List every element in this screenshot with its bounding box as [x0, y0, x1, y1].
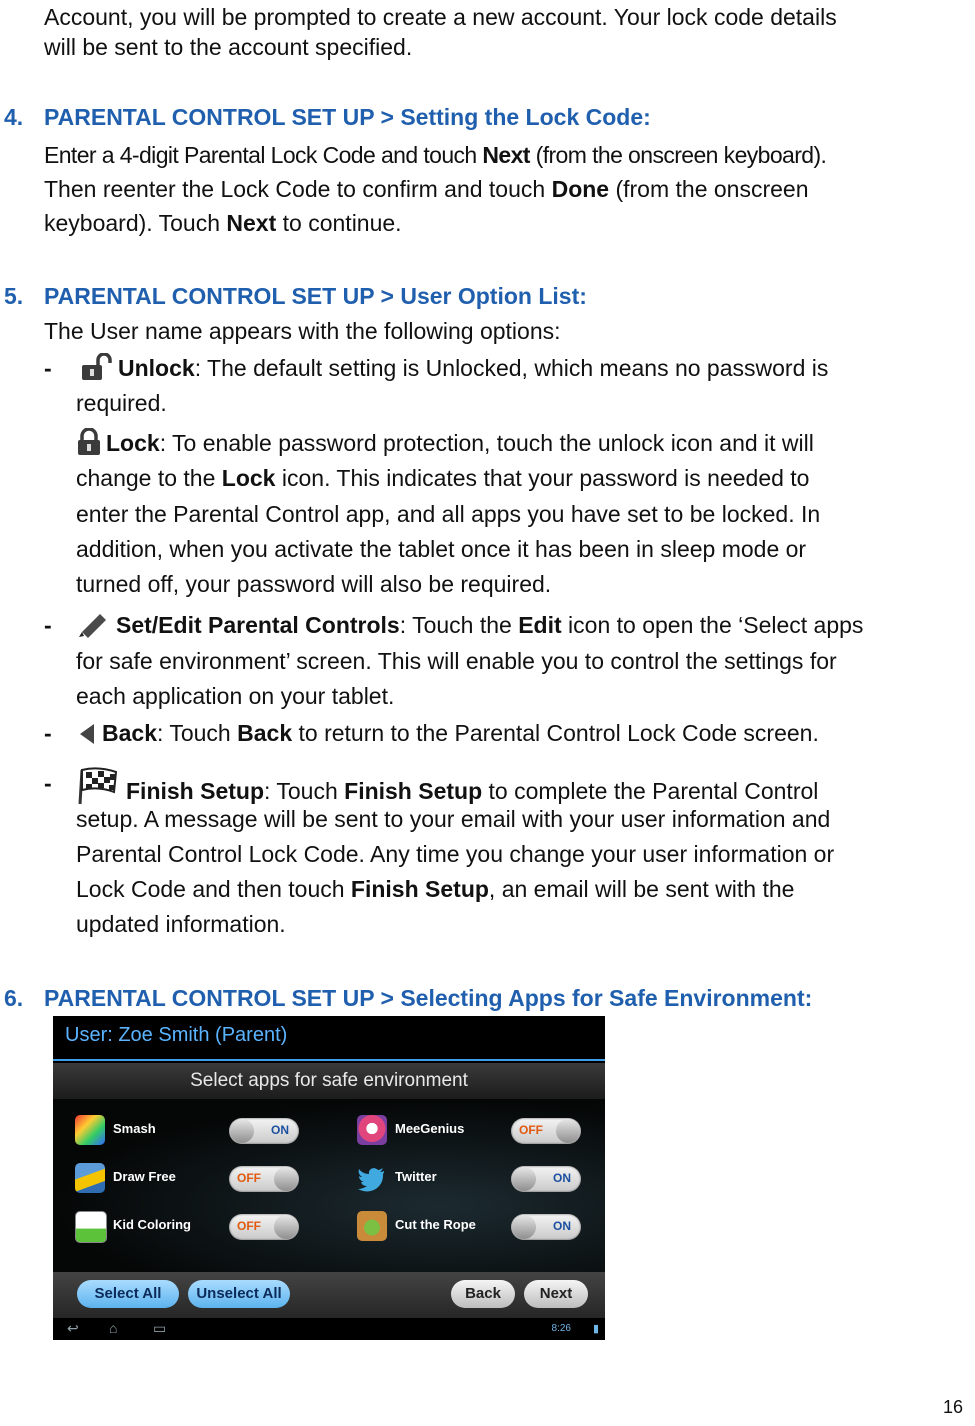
app-row-twitter: [357, 1161, 597, 1197]
finish-item-line-4: Lock Code and then touch Finish Setup, an email will be sent with the: [76, 876, 795, 902]
app-row-kid-coloring: [75, 1209, 315, 1245]
edit-item-line-2: for safe environment’ screen. This will enable you to control the settings for: [76, 648, 837, 674]
app-name: Kid Coloring: [113, 1217, 191, 1232]
unselect-all-button[interactable]: Unselect All: [188, 1280, 290, 1308]
lock-item-line-4: addition, when you activate the tablet once it has been in sleep mode or: [76, 536, 807, 562]
lock-item-line-5: turned off, your password will also be required.: [76, 571, 552, 597]
lock-item-line-3: enter the Parental Control app, and all apps you have set to be locked. In: [76, 501, 821, 527]
cut-the-rope-app-icon: [357, 1211, 387, 1241]
pencil-icon: [76, 610, 112, 647]
nav-home-icon[interactable]: ⌂: [109, 1320, 118, 1336]
app-name: Smash: [113, 1121, 156, 1136]
back-arrow-icon: [76, 721, 98, 755]
edit-item-line-3: each application on your tablet.: [76, 683, 395, 709]
tablet-app-list: [53, 1099, 605, 1277]
section-6-number: 6.: [4, 985, 24, 1011]
bullet-dash: -: [44, 612, 52, 638]
unlock-icon: [80, 353, 114, 390]
bullet-dash: -: [44, 720, 52, 746]
section-4-line-2: Then reenter the Lock Code to confirm and touch Done (from the onscreen: [44, 176, 809, 202]
section-4-line-3: keyboard). Touch Next to continue.: [44, 210, 402, 236]
app-row-cut-the-rope: [357, 1209, 597, 1245]
finish-item-line-3: Parental Control Lock Code. Any time you change your user information or: [76, 841, 835, 867]
status-time: 8:26: [551, 1323, 571, 1334]
tablet-title-divider: [53, 1059, 605, 1061]
draw-free-app-icon: [75, 1163, 105, 1193]
unlock-item-cont: required.: [76, 390, 167, 416]
lock-item-line-2: change to the Lock icon. This indicates that your password is needed to: [76, 465, 810, 491]
intro-line-1: Account, you will be prompted to create a new account. Your lock code details: [44, 4, 837, 30]
twitter-bird-icon: [357, 1163, 387, 1193]
section-5-number: 5.: [4, 283, 24, 309]
toggle-cut-the-rope[interactable]: ON: [511, 1214, 581, 1240]
section-4-number: 4.: [4, 104, 24, 130]
unlock-item: Unlock: The default setting is Unlocked, which means no password is: [80, 351, 828, 390]
page-number: 16: [942, 1397, 963, 1417]
battery-icon: ▮: [592, 1323, 599, 1335]
lock-icon: [76, 428, 102, 465]
section-6-title: PARENTAL CONTROL SET UP > Selecting Apps for Safe Environment:: [44, 985, 813, 1011]
toggle-kid-coloring[interactable]: OFF: [229, 1214, 299, 1240]
select-all-button[interactable]: Select All: [77, 1280, 179, 1308]
tablet-user-label: User: Zoe Smith (Parent): [65, 1024, 288, 1046]
app-row-smash: [75, 1113, 315, 1149]
owl-app-icon: [357, 1115, 387, 1145]
section-5-title: PARENTAL CONTROL SET UP > User Option List:: [44, 283, 587, 309]
finish-item: Finish Setup: Touch Finish Setup to complete the Parental Control: [76, 766, 818, 813]
app-name: Cut the Rope: [395, 1217, 476, 1232]
app-name: Twitter: [395, 1169, 437, 1184]
section-4-line-1: Enter a 4-digit Parental Lock Code and touch Next (from the onscreen keyboard).: [44, 142, 827, 168]
lock-item: Lock: To enable password protection, touch the unlock icon and it will: [76, 426, 814, 465]
app-row-meegenius: [357, 1113, 597, 1149]
nav-recent-apps-icon[interactable]: ▭: [153, 1320, 167, 1336]
section-4-title: PARENTAL CONTROL SET UP > Setting the Lock Code:: [44, 104, 651, 130]
bullet-dash: -: [44, 355, 52, 381]
finish-item-line-2: setup. A message will be sent to your email with your user information and: [76, 806, 831, 832]
section-5-intro: The User name appears with the following options:: [44, 318, 561, 344]
kid-coloring-app-icon: [75, 1211, 107, 1243]
nav-back-icon[interactable]: ↩: [67, 1320, 79, 1336]
bullet-dash: -: [44, 770, 52, 796]
tablet-title: Select apps for safe environment: [53, 1063, 605, 1099]
app-name: Draw Free: [113, 1169, 176, 1184]
app-name: MeeGenius: [395, 1121, 465, 1136]
back-button[interactable]: Back: [451, 1280, 515, 1308]
toggle-draw-free[interactable]: OFF: [229, 1166, 299, 1192]
toggle-twitter[interactable]: ON: [511, 1166, 581, 1192]
tablet-button-bar: [53, 1272, 605, 1318]
finish-item-line-5: updated information.: [76, 911, 286, 937]
next-button[interactable]: Next: [524, 1280, 588, 1308]
tablet-nav-bar: [53, 1318, 605, 1340]
smash-app-icon: [75, 1115, 105, 1145]
toggle-smash[interactable]: ON: [229, 1118, 299, 1144]
back-item: Back: Touch Back to return to the Parental Control Lock Code screen.: [76, 716, 819, 755]
app-row-draw-free: [75, 1161, 315, 1197]
tablet-screenshot: [53, 1016, 605, 1340]
toggle-meegenius[interactable]: OFF: [511, 1118, 581, 1144]
edit-item: Set/Edit Parental Controls: Touch the Edit icon to open the ‘Select apps: [76, 608, 863, 647]
intro-line-2: will be sent to the account specified.: [44, 34, 413, 60]
